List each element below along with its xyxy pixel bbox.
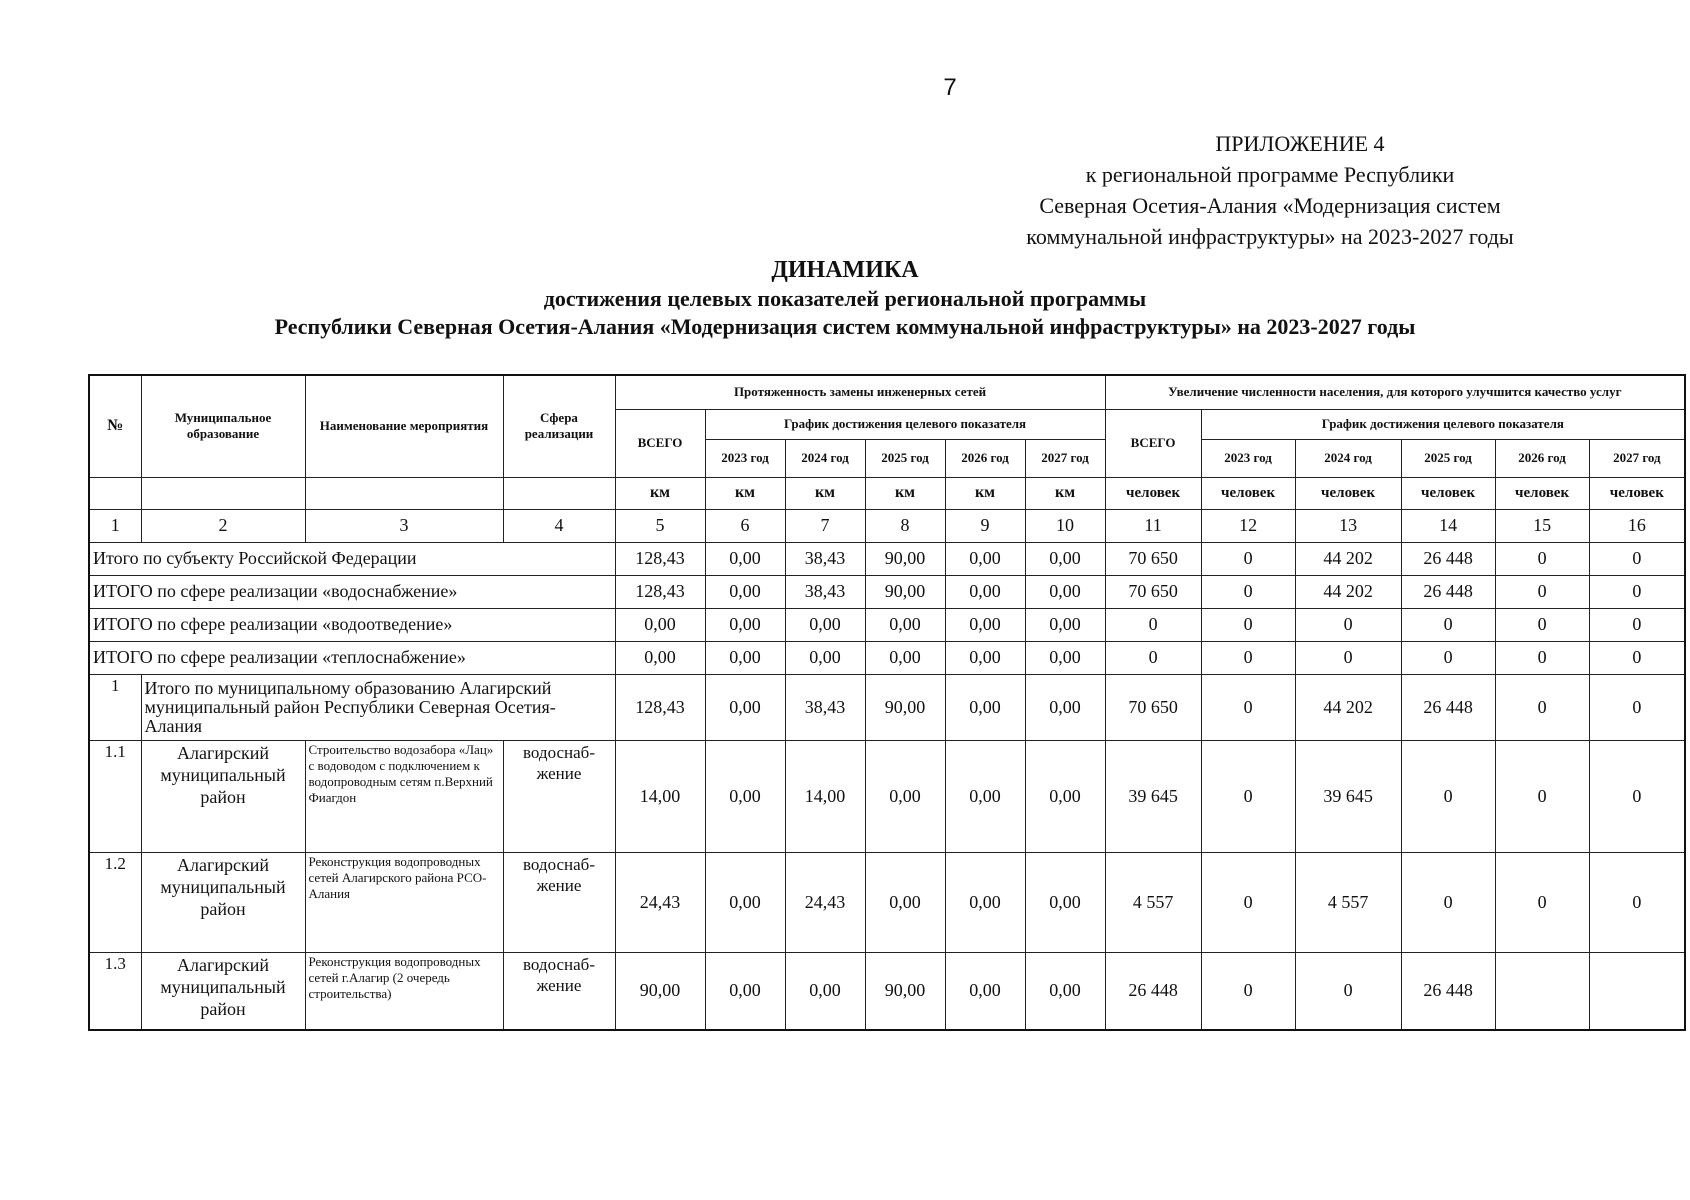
column-number: 8 <box>865 509 945 542</box>
value-cell: 44 202 <box>1295 575 1401 608</box>
value-cell <box>1495 952 1589 1030</box>
value-cell: 0 <box>1589 575 1685 608</box>
unit-km: км <box>615 477 705 509</box>
value-cell: 26 448 <box>1401 575 1495 608</box>
header-schedule-people: График достижения целевого показателя <box>1201 409 1685 439</box>
appendix-line-2: Северная Осетия-Алания «Модернизация систем <box>1039 193 1501 218</box>
header-group-population: Увеличение численности населения, для которого улучшится качество услуг <box>1105 375 1685 409</box>
value-cell: 38,43 <box>785 542 865 575</box>
value-cell: 0,00 <box>1025 542 1105 575</box>
unit-km: км <box>1025 477 1105 509</box>
value-cell: 0 <box>1201 608 1295 641</box>
value-cell: 0 <box>1495 641 1589 674</box>
indicators-table <box>88 374 1686 1031</box>
page-number: 7 <box>943 74 957 101</box>
value-cell: 26 448 <box>1401 542 1495 575</box>
activity-name: Реконструкция водопроводных сетей г.Алагир (2 очередь строительства) <box>305 952 503 1030</box>
value-cell: 0,00 <box>1025 641 1105 674</box>
summary-row <box>89 608 1685 641</box>
municipal-total-label: Итого по муниципальному образованию Алагирский муниципальный район Республики Северная Осетия-Алания <box>141 674 615 740</box>
detail-row <box>89 852 1685 952</box>
value-cell: 0,00 <box>1025 674 1105 740</box>
heading-line-2: достижения целевых показателей региональной программы <box>543 286 1147 311</box>
value-cell: 0,00 <box>945 641 1025 674</box>
heading-line-3: Республики Северная Осетия-Алания «Модернизация систем коммунальной инфраструктуры» на 2023-2027 годы <box>274 314 1416 339</box>
value-cell: 4 557 <box>1295 852 1401 952</box>
value-cell: 0 <box>1495 674 1589 740</box>
value-cell: 0 <box>1495 575 1589 608</box>
value-cell <box>1589 952 1685 1030</box>
value-cell: 0,00 <box>705 674 785 740</box>
header-year-people: 2024 год <box>1295 439 1401 477</box>
row-number: 1.3 <box>89 952 141 1030</box>
value-cell: 0 <box>1201 542 1295 575</box>
value-cell: 0 <box>1105 641 1201 674</box>
unit-people: человек <box>1495 477 1589 509</box>
row-number: 1 <box>89 674 141 740</box>
value-cell: 0 <box>1495 852 1589 952</box>
header-year-km: 2024 год <box>785 439 865 477</box>
appendix-block <box>990 128 1550 252</box>
header-activity-cont <box>305 477 503 509</box>
value-cell: 0 <box>1401 608 1495 641</box>
summary-label: ИТОГО по сфере реализации «теплоснабжение» <box>89 641 615 674</box>
value-cell: 24,43 <box>615 852 705 952</box>
value-cell: 14,00 <box>615 740 705 852</box>
value-cell: 0,00 <box>705 852 785 952</box>
value-cell: 90,00 <box>865 542 945 575</box>
value-cell: 0 <box>1295 952 1401 1030</box>
summary-rows <box>89 542 1685 674</box>
value-cell: 0,00 <box>705 740 785 852</box>
header-no-cont <box>89 477 141 509</box>
column-number: 11 <box>1105 509 1201 542</box>
summary-row <box>89 575 1685 608</box>
value-cell: 70 650 <box>1105 542 1201 575</box>
value-cell: 0,00 <box>615 608 705 641</box>
column-number: 14 <box>1401 509 1495 542</box>
value-cell: 0 <box>1589 852 1685 952</box>
column-number: 10 <box>1025 509 1105 542</box>
value-cell: 0,00 <box>945 952 1025 1030</box>
value-cell: 44 202 <box>1295 674 1401 740</box>
value-cell: 0 <box>1401 740 1495 852</box>
header-year-km: 2023 год <box>705 439 785 477</box>
value-cell: 128,43 <box>615 575 705 608</box>
unit-km: км <box>705 477 785 509</box>
summary-label: Итого по субъекту Российской Федерации <box>89 542 615 575</box>
column-number: 6 <box>705 509 785 542</box>
column-number: 3 <box>305 509 503 542</box>
header-row-units <box>89 477 1685 509</box>
header-activity: Наименование мероприятия <box>305 375 503 477</box>
value-cell: 0,00 <box>945 608 1025 641</box>
value-cell: 0,00 <box>1025 740 1105 852</box>
value-cell: 128,43 <box>615 674 705 740</box>
value-cell: 0 <box>1401 641 1495 674</box>
detail-rows <box>89 740 1685 1030</box>
summary-row <box>89 542 1685 575</box>
value-cell: 0 <box>1495 542 1589 575</box>
value-cell: 0,00 <box>615 641 705 674</box>
municipality-name: Алагирский муниципальный район <box>141 952 305 1030</box>
value-cell: 0,00 <box>1025 952 1105 1030</box>
column-number: 4 <box>503 509 615 542</box>
value-cell: 38,43 <box>785 575 865 608</box>
value-cell: 0 <box>1201 952 1295 1030</box>
unit-people: человек <box>1105 477 1201 509</box>
header-year-km: 2025 год <box>865 439 945 477</box>
value-cell: 26 448 <box>1401 674 1495 740</box>
column-number: 7 <box>785 509 865 542</box>
value-cell: 0,00 <box>705 542 785 575</box>
summary-label: ИТОГО по сфере реализации «водоотведение» <box>89 608 615 641</box>
appendix-line-3: коммунальной инфраструктуры» на 2023-2027 годы <box>1026 224 1514 249</box>
value-cell: 0,00 <box>945 852 1025 952</box>
header-year-km: 2026 год <box>945 439 1025 477</box>
header-year-people: 2025 год <box>1401 439 1495 477</box>
value-cell: 26 448 <box>1401 952 1495 1030</box>
value-cell: 0 <box>1589 674 1685 740</box>
value-cell: 0,00 <box>705 575 785 608</box>
value-cell: 0,00 <box>865 641 945 674</box>
value-cell: 0,00 <box>785 608 865 641</box>
sphere-name: водоснаб-жение <box>503 740 615 852</box>
value-cell: 39 645 <box>1105 740 1201 852</box>
row-number: 1.1 <box>89 740 141 852</box>
activity-name: Строительство водозабора «Лац» с водоводом с подключением к водопроводным сетям п.Верхний Фиагдон <box>305 740 503 852</box>
value-cell: 90,00 <box>865 674 945 740</box>
value-cell: 70 650 <box>1105 575 1201 608</box>
header-sphere: Сфера реализации <box>503 375 615 477</box>
value-cell: 0 <box>1401 852 1495 952</box>
unit-km: км <box>865 477 945 509</box>
value-cell: 0 <box>1201 674 1295 740</box>
header-group-length: Протяженность замены инженерных сетей <box>615 375 1105 409</box>
value-cell: 0,00 <box>945 542 1025 575</box>
value-cell: 26 448 <box>1105 952 1201 1030</box>
value-cell: 0 <box>1295 641 1401 674</box>
summary-label: ИТОГО по сфере реализации «водоснабжение» <box>89 575 615 608</box>
municipality-name: Алагирский муниципальный район <box>141 852 305 952</box>
value-cell: 0 <box>1201 852 1295 952</box>
column-number: 15 <box>1495 509 1589 542</box>
value-cell: 0 <box>1495 608 1589 641</box>
column-number: 2 <box>141 509 305 542</box>
value-cell: 90,00 <box>615 952 705 1030</box>
value-cell: 0,00 <box>1025 608 1105 641</box>
municipal-total-rows <box>89 674 1685 740</box>
header-total-people: ВСЕГО <box>1105 409 1201 477</box>
value-cell: 128,43 <box>615 542 705 575</box>
municipality-name: Алагирский муниципальный район <box>141 740 305 852</box>
value-cell: 0 <box>1201 575 1295 608</box>
value-cell: 0 <box>1589 608 1685 641</box>
column-number: 5 <box>615 509 705 542</box>
value-cell: 0,00 <box>945 674 1025 740</box>
value-cell: 0,00 <box>705 952 785 1030</box>
value-cell: 0,00 <box>705 641 785 674</box>
detail-row <box>89 740 1685 852</box>
summary-row <box>89 641 1685 674</box>
detail-row <box>89 952 1685 1030</box>
unit-people: человек <box>1295 477 1401 509</box>
document-heading <box>0 256 1690 341</box>
column-number: 1 <box>89 509 141 542</box>
value-cell: 0 <box>1201 641 1295 674</box>
header-schedule-km: График достижения целевого показателя <box>705 409 1105 439</box>
unit-km: км <box>785 477 865 509</box>
header-year-people: 2023 год <box>1201 439 1295 477</box>
value-cell: 0,00 <box>865 852 945 952</box>
value-cell: 0,00 <box>945 740 1025 852</box>
value-cell: 0,00 <box>865 740 945 852</box>
header-municipality-cont <box>141 477 305 509</box>
column-number: 16 <box>1589 509 1685 542</box>
value-cell: 90,00 <box>865 952 945 1030</box>
column-number: 9 <box>945 509 1025 542</box>
sphere-name: водоснаб-жение <box>503 952 615 1030</box>
unit-km: км <box>945 477 1025 509</box>
value-cell: 0,00 <box>785 641 865 674</box>
value-cell: 0,00 <box>945 575 1025 608</box>
value-cell: 0 <box>1589 740 1685 852</box>
value-cell: 0 <box>1589 542 1685 575</box>
header-no: № <box>89 375 141 477</box>
header-year-people: 2027 год <box>1589 439 1685 477</box>
value-cell: 70 650 <box>1105 674 1201 740</box>
value-cell: 4 557 <box>1105 852 1201 952</box>
value-cell: 0,00 <box>1025 575 1105 608</box>
value-cell: 24,43 <box>785 852 865 952</box>
header-year-km: 2027 год <box>1025 439 1105 477</box>
unit-people: человек <box>1401 477 1495 509</box>
municipal-total-row <box>89 674 1685 740</box>
row-number: 1.2 <box>89 852 141 952</box>
header-municipality: Муниципальное образование <box>141 375 305 477</box>
header-year-people: 2026 год <box>1495 439 1589 477</box>
activity-name: Реконструкция водопроводных сетей Алагирского района РСО-Алания <box>305 852 503 952</box>
header-total-km: ВСЕГО <box>615 409 705 477</box>
appendix-line-1: к региональной программе Республики <box>1085 162 1455 187</box>
appendix-title: ПРИЛОЖЕНИЕ 4 <box>1215 131 1385 156</box>
value-cell: 0,00 <box>705 608 785 641</box>
value-cell: 44 202 <box>1295 542 1401 575</box>
header-row-1 <box>89 375 1685 409</box>
value-cell: 38,43 <box>785 674 865 740</box>
sphere-name: водоснаб-жение <box>503 852 615 952</box>
value-cell: 39 645 <box>1295 740 1401 852</box>
value-cell: 0 <box>1201 740 1295 852</box>
unit-people: человек <box>1201 477 1295 509</box>
value-cell: 0,00 <box>865 608 945 641</box>
value-cell: 0,00 <box>1025 852 1105 952</box>
heading-title: ДИНАМИКА <box>771 257 919 283</box>
value-cell: 0 <box>1295 608 1401 641</box>
value-cell: 0 <box>1589 641 1685 674</box>
value-cell: 0 <box>1495 740 1589 852</box>
column-number: 13 <box>1295 509 1401 542</box>
column-number: 12 <box>1201 509 1295 542</box>
header-sphere-cont <box>503 477 615 509</box>
unit-people: человек <box>1589 477 1685 509</box>
value-cell: 0,00 <box>785 952 865 1030</box>
value-cell: 0 <box>1105 608 1201 641</box>
value-cell: 90,00 <box>865 575 945 608</box>
column-number-row <box>89 509 1685 542</box>
value-cell: 14,00 <box>785 740 865 852</box>
